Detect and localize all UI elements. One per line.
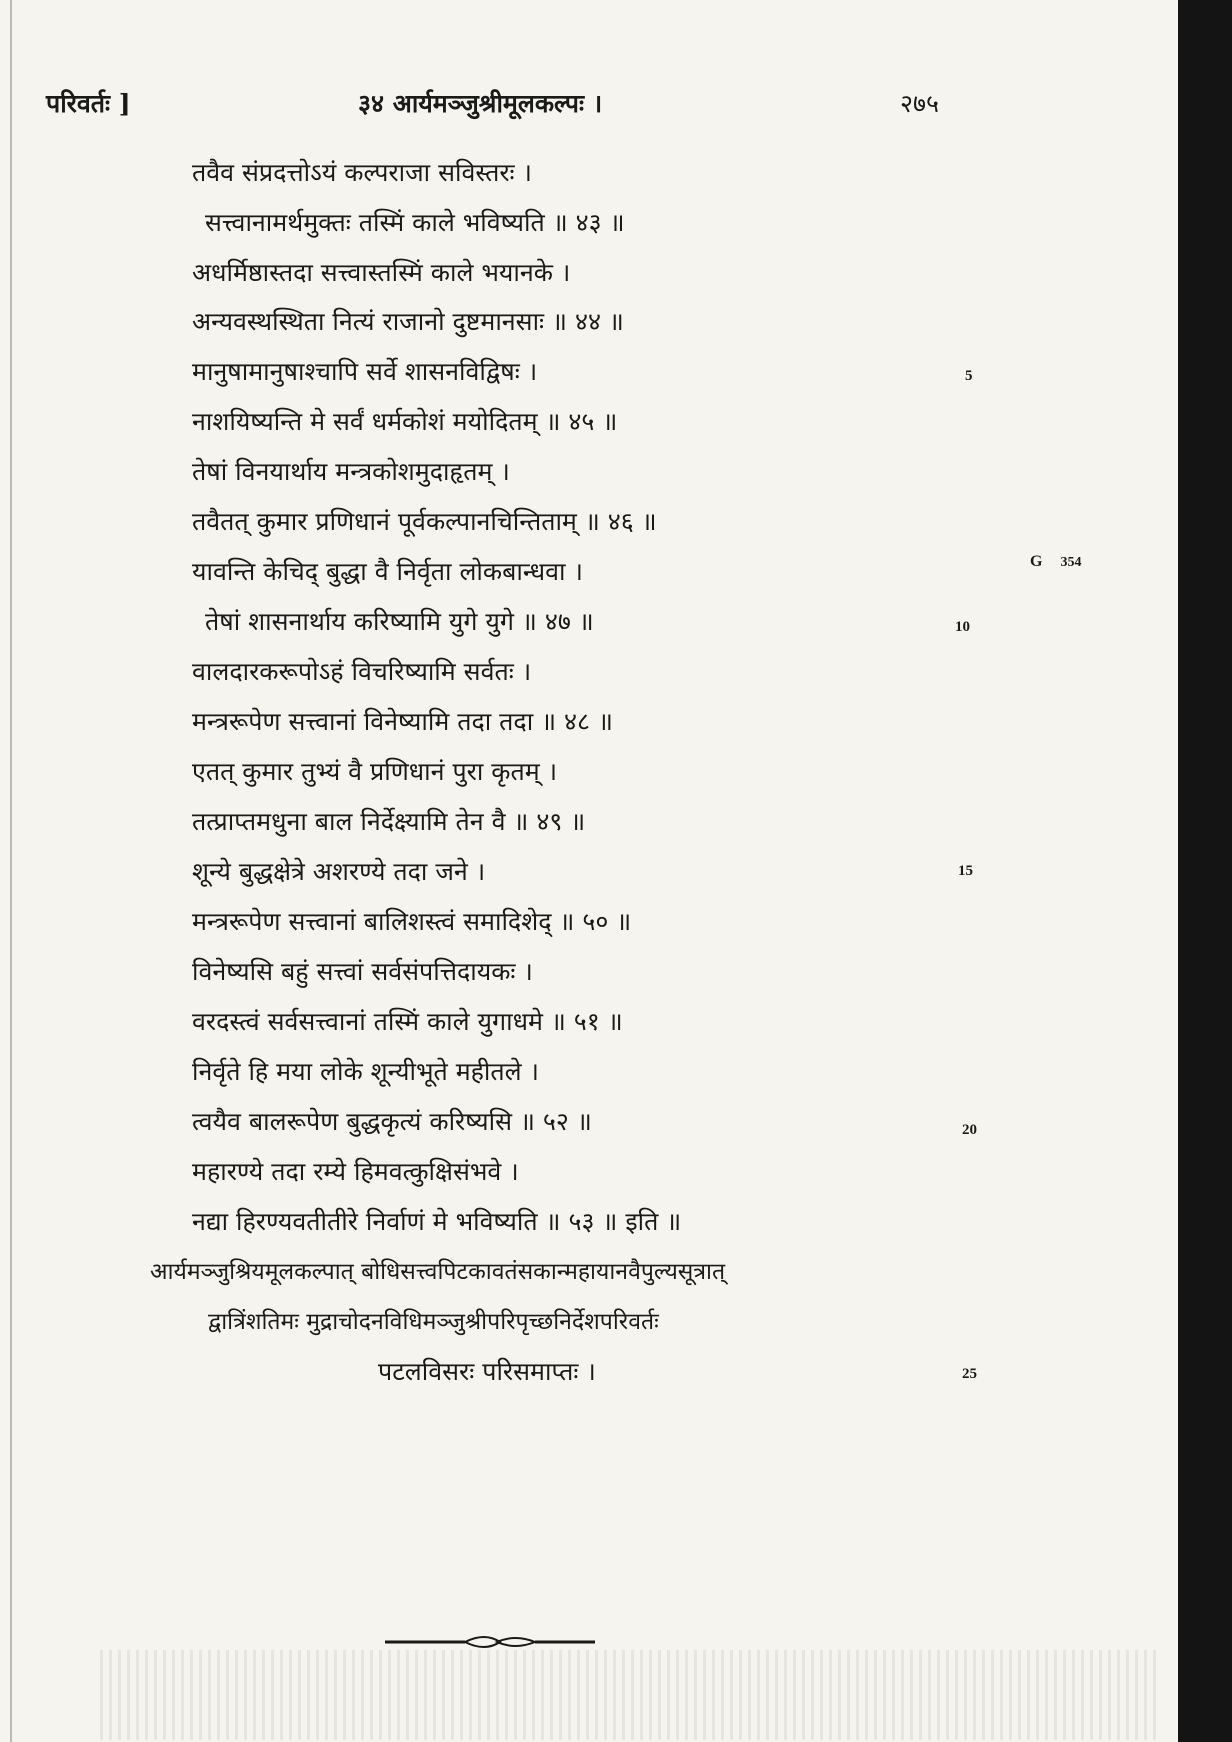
verse-line: मानुषामानुषाश्चापि सर्वे शासनविद्विषः । xyxy=(192,357,538,386)
scan-noise xyxy=(100,1650,1160,1740)
running-head-title: ३४ आर्यमञ्जुश्रीमूलकल्पः । xyxy=(358,89,603,118)
scan-edge-right xyxy=(1178,0,1232,1742)
verse-line: अन्यवस्थस्थिता नित्यं राजानो दुष्टमानसाः ॥ ४४ ॥ xyxy=(192,307,624,336)
verse-line: निर्वृते हि मया लोके शून्यीभूते महीतले । xyxy=(192,1057,540,1086)
line-number: 5 xyxy=(965,368,973,384)
verse-line: तवैव संप्रदत्तोऽयं कल्पराजा सविस्तरः । xyxy=(192,158,533,187)
line-number: 25 xyxy=(962,1366,977,1382)
colophon-line: पटलविसरः परिसमाप्तः । xyxy=(378,1357,596,1386)
verse-line: मन्त्ररूपेण सत्त्वानां बालिशस्त्वं समादिशेद् ॥ ५० ॥ xyxy=(192,907,632,936)
verse-line: महारण्ये तदा रम्ये हिमवत्कुक्षिसंभवे । xyxy=(192,1157,519,1186)
verse-line: तेषां शासनार्थाय करिष्यामि युगे युगे ॥ ४७ ॥ xyxy=(205,607,594,636)
verse-line: यावन्ति केचिद् बुद्धा वै निर्वृता लोकबान्धवा । xyxy=(192,557,583,586)
line-number: 20 xyxy=(962,1122,977,1138)
verse-line: वालदारकरूपोऽहं विचरिष्यामि सर्वतः । xyxy=(192,657,532,686)
verse-line: सत्त्वानामर्थमुक्तः तस्मिं काले भविष्यति ॥ ४३ ॥ xyxy=(205,208,625,237)
margin-ref-letter: G xyxy=(1030,553,1043,570)
colophon-line: आर्यमञ्जुश्रियमूलकल्पात् बोधिसत्त्वपिटकावतंसकान्महायानवैपुल्यसूत्रात् xyxy=(150,1259,726,1285)
verse-line: तत्प्राप्तमधुना बाल निर्देक्ष्यामि तेन वै ॥ ४९ ॥ xyxy=(192,807,586,836)
verse-line: अधर्मिष्ठास्तदा सत्त्वास्तस्मिं काले भयानके । xyxy=(192,258,571,287)
verse-line: नाशयिष्यन्ति मे सर्वं धर्मकोशं मयोदितम् ॥ ४५ ॥ xyxy=(192,407,618,436)
page-number: २७५ xyxy=(900,89,940,118)
verse-line: मन्त्ररूपेण सत्त्वानां विनेष्यामि तदा तदा ॥ ४८ ॥ xyxy=(192,707,613,736)
verse-line: शून्ये बुद्धक्षेत्रे अशरण्ये तदा जने । xyxy=(192,857,486,886)
line-number: 15 xyxy=(958,863,973,879)
colophon-line: द्वात्रिंशतिमः मुद्राचोदनविधिमञ्जुश्रीपरिपृच्छनिर्देशपरिवर्तः xyxy=(208,1309,659,1335)
verse-line: विनेष्यसि बहुं सत्त्वां सर्वसंपत्तिदायकः । xyxy=(192,957,533,986)
verse-line: वरदस्त्वं सर्वसत्त्वानां तस्मिं काले युगाधमे ॥ ५१ ॥ xyxy=(192,1007,623,1036)
verse-line: तवैतत् कुमार प्रणिधानं पूर्वकल्पानचिन्तिताम् ॥ ४६ ॥ xyxy=(192,507,657,536)
verse-line: त्वयैव बालरूपेण बुद्धकृत्यं करिष्यसि ॥ ५२ ॥ xyxy=(192,1107,592,1136)
verse-line: एतत् कुमार तुभ्यं वै प्रणिधानं पुरा कृतम् । xyxy=(192,757,558,786)
verse-line: तेषां विनयार्थाय मन्त्रकोशमुदाहृतम् । xyxy=(192,457,510,486)
line-number: 10 xyxy=(955,619,970,635)
margin-ref-number: 354 xyxy=(1060,555,1082,570)
running-head-left: परिवर्तः ] xyxy=(46,89,131,118)
margin-reference xyxy=(1030,553,1081,571)
verse-line: नद्या हिरण्यवतीतीरे निर्वाणं मे भविष्यति ॥ ५३ ॥ इति ॥ xyxy=(192,1207,682,1236)
scan-edge-left xyxy=(10,0,12,1742)
